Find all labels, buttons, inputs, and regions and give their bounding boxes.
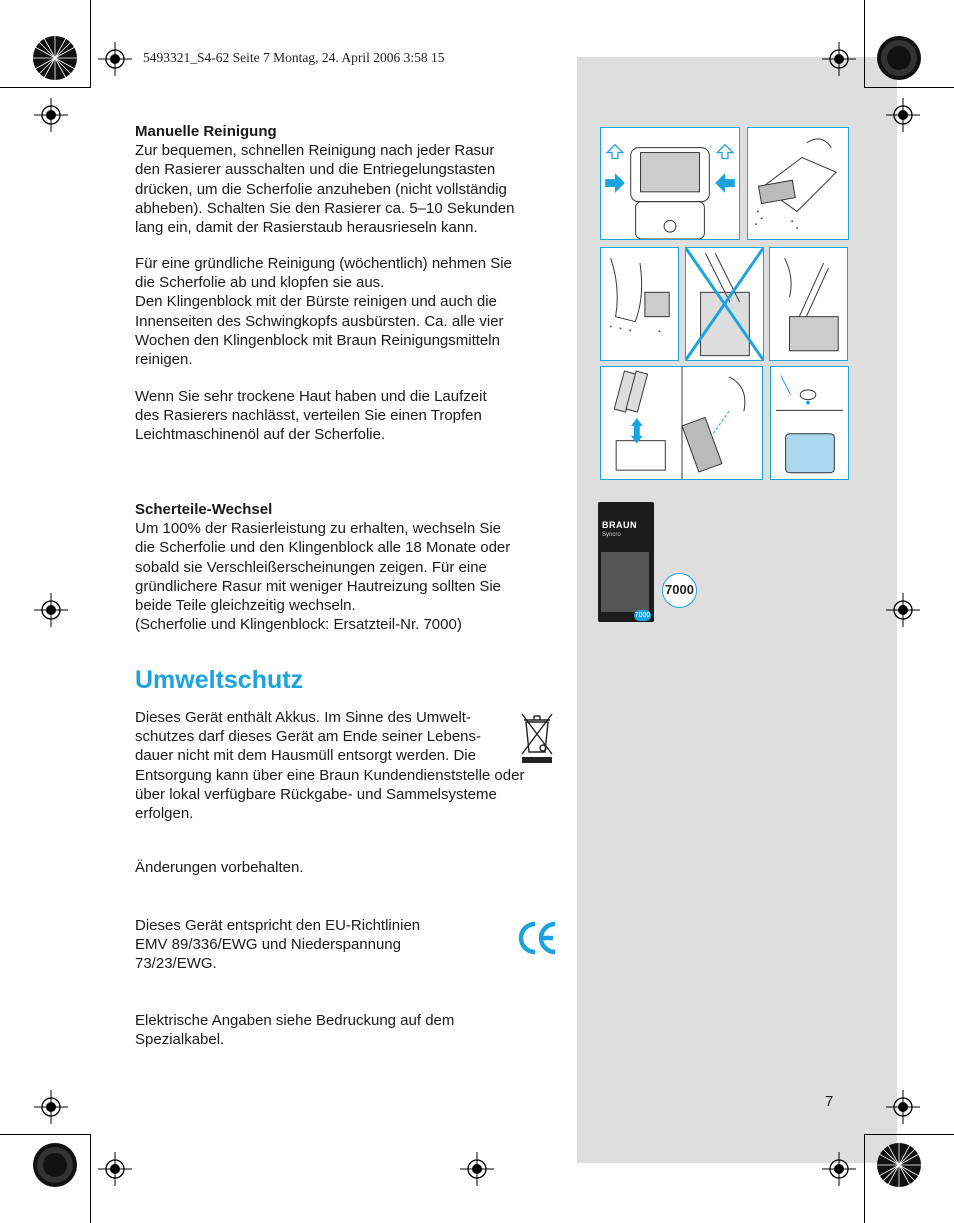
environment-paragraph: [135, 708, 557, 823]
text-line: Für eine gründliche Reinigung (wöchentlich) nehmen Sie: [135, 255, 512, 272]
registration-mark: [822, 42, 856, 76]
package-parts-image: [601, 552, 649, 612]
text-line: abheben). Schalten Sie den Rasierer ca. 5–10 Sekunden: [135, 199, 515, 217]
registration-mark: [886, 593, 920, 627]
registration-mark: [98, 42, 132, 76]
crop-line: [864, 1134, 865, 1223]
registration-mark: [34, 98, 68, 132]
crop-line: [90, 0, 91, 88]
thorough-cleaning-paragraph: [135, 254, 557, 369]
registration-mark: [886, 1090, 920, 1124]
text-line: Änderungen vorbehalten.: [135, 859, 304, 876]
illustration-shaver-running: [747, 127, 849, 240]
crop-line: [0, 1134, 90, 1135]
text-line: beide Teile gleichzeitig wechseln.: [135, 597, 356, 615]
crop-line: [864, 0, 865, 88]
starburst-target-icon: [876, 35, 922, 81]
illustration-shaver-release: [600, 127, 740, 240]
text-line: Wochen den Klingenblock mit Braun Reinigungsmitteln: [135, 331, 500, 349]
illustration-replace-parts: [600, 366, 763, 480]
electrical-paragraph: [135, 1011, 557, 1049]
crop-line: [0, 87, 90, 88]
starburst-target-icon: [32, 1142, 78, 1188]
text-line: Leichtmaschinenöl auf der Scherfolie.: [135, 426, 386, 444]
text-line: drücken, um die Scherfolie anzuheben (nicht vollständig: [135, 180, 507, 198]
oil-paragraph: [135, 387, 557, 445]
package-part-number: 7000: [634, 612, 651, 619]
text-line: den Rasierer ausschalten und die Entriegelungstasten: [135, 161, 496, 179]
crop-line: [864, 87, 954, 88]
text-line: Zur bequemen, schnellen Reinigung nach jeder Rasur: [135, 142, 495, 160]
text-line: sobald sie Verschleißerscheinungen zeigen. Für eine: [135, 558, 487, 576]
text-line: Dieses Gerät enthält Akkus. Im Sinne des Umwelt-: [135, 709, 471, 726]
registration-mark: [34, 593, 68, 627]
changes-note: [135, 858, 557, 877]
text-line: über lokal verfügbare Rückgabe- und Sammelsysteme: [135, 785, 497, 803]
text-line: Innenseiten des Schwingkopfs ausbürsten. Ca. alle vier: [135, 312, 504, 330]
crop-line: [90, 1134, 91, 1223]
text-line: des Rasierers nachlässt, verteilen Sie einen Tropfen: [135, 407, 482, 425]
print-slug: 5493321_S4-62 Seite 7 Montag, 24. April 2006 3:58 15: [143, 50, 445, 65]
text-line: Den Klingenblock mit der Bürste reinigen und auch die: [135, 293, 497, 311]
registration-mark: [98, 1152, 132, 1186]
page-number: 7: [825, 1093, 834, 1110]
text-line: schutzes darf dieses Gerät am Ende seiner Lebens-: [135, 728, 482, 746]
package-brand: BRAUN: [602, 520, 637, 530]
text-line: Entsorgung kann über eine Braun Kundendienststelle oder: [135, 766, 525, 784]
crossed-bin-icon: [517, 708, 557, 764]
environment-title: Umweltschutz: [135, 666, 304, 694]
text-line: die Scherfolie und den Klingenblock alle 18 Monate oder: [135, 539, 511, 557]
manual-cleaning-section: [135, 122, 557, 237]
text-line: reinigen.: [135, 351, 193, 369]
text-line: (Scherfolie und Klingenblock: Ersatzteil-Nr. 7000): [135, 616, 462, 634]
text-line: Um 100% der Rasierleistung zu erhalten, wechseln Sie: [135, 520, 502, 538]
part-number-callout: 7000: [662, 573, 697, 608]
text-line: 73/23/EWG.: [135, 955, 217, 973]
replacement-package: [598, 502, 654, 622]
parts-change-section: [135, 500, 557, 634]
text-line: gründlichere Rasur mit weniger Hautreizung sollten Sie: [135, 577, 502, 595]
registration-mark: [822, 1152, 856, 1186]
registration-mark: [34, 1090, 68, 1124]
text-line: Wenn Sie sehr trockene Haut haben und die Laufzeit: [135, 388, 487, 405]
package-model: Syncro: [602, 532, 621, 538]
text-line: EMV 89/336/EWG und Niederspannung: [135, 936, 401, 954]
starburst-target-icon: [32, 35, 78, 81]
text-line: Dieses Gerät entspricht den EU-Richtlinien: [135, 917, 421, 934]
illustration-no-brush-foil: [685, 247, 764, 361]
manual-cleaning-heading: Manuelle Reinigung: [135, 123, 277, 140]
illustration-brush-cutter: [769, 247, 848, 361]
starburst-target-icon: [876, 1142, 922, 1188]
illustration-oil-drop: [770, 366, 849, 480]
registration-mark: [460, 1152, 494, 1186]
text-line: Spezialkabel.: [135, 1031, 225, 1049]
eu-paragraph: [135, 916, 557, 974]
crop-line: [864, 1134, 954, 1135]
text-line: erfolgen.: [135, 805, 194, 823]
text-line: die Scherfolie ab und klopfen sie aus.: [135, 274, 385, 292]
illustration-tap-foil: [600, 247, 679, 361]
text-line: lang ein, damit der Rasierstaub herausrieseln kann.: [135, 219, 478, 237]
text-line: dauer nicht mit dem Hausmüll entsorgt werden. Die: [135, 747, 476, 765]
registration-mark: [886, 98, 920, 132]
text-line: Elektrische Angaben siehe Bedruckung auf dem: [135, 1012, 455, 1029]
parts-change-heading: Scherteile-Wechsel: [135, 501, 273, 518]
ce-mark-icon: [515, 918, 557, 958]
